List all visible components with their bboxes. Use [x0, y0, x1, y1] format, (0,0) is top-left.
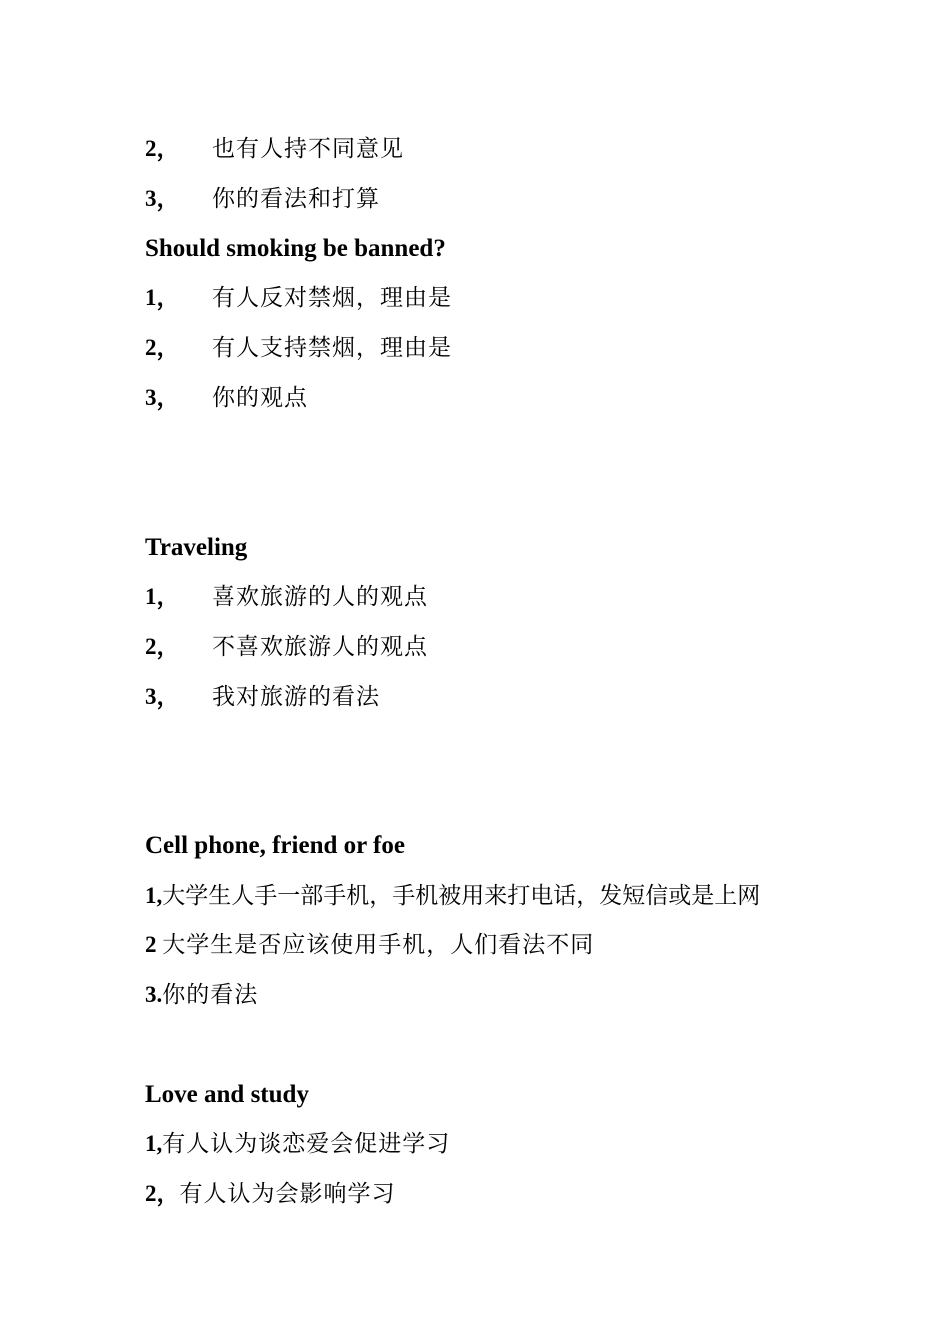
item-number: 2，: [145, 1181, 180, 1206]
list-item: [145, 333, 452, 363]
item-text: 你的看法: [162, 982, 259, 1008]
item-text: 有人反对禁烟，理由是: [212, 285, 452, 311]
item-number: 2，: [145, 634, 180, 659]
item-number: 3.: [145, 982, 163, 1007]
item-text: 也有人持不同意见: [212, 136, 404, 162]
section-title: Love and study: [145, 1081, 309, 1108]
list-item: [145, 134, 404, 164]
list-item: [145, 283, 452, 313]
item-number: 1，: [145, 584, 180, 609]
item-text: 大学生是否应该使用手机，人们看法不同: [162, 932, 595, 958]
item-number: 2，: [145, 335, 180, 360]
item-number: 1,: [145, 1131, 163, 1156]
item-text: 有人支持禁烟，理由是: [212, 335, 452, 361]
item-text: 你的观点: [212, 385, 308, 411]
list-item: [145, 980, 258, 1010]
list-item: [145, 1129, 450, 1159]
item-number: 2，: [145, 136, 180, 161]
item-text: 有人认为谈恋爱会促进学习: [162, 1131, 451, 1157]
item-number: 3，: [145, 186, 180, 211]
item-text: 有人认为会影响学习: [179, 1181, 396, 1207]
item-number: 1,: [145, 883, 163, 908]
list-item: [145, 383, 308, 413]
list-item: [145, 682, 380, 712]
item-text: 大学生人手一部手机，手机被用来打电话，发短信或是上网: [162, 883, 761, 909]
item-number: 1，: [145, 285, 180, 310]
section-title: Cell phone, friend or foe: [145, 832, 405, 859]
list-item: [145, 582, 428, 612]
item-text: 我对旅游的看法: [212, 684, 380, 710]
section-title: Traveling: [145, 534, 248, 561]
list-item: [145, 632, 428, 662]
list-item: [145, 184, 380, 214]
item-number: 2: [145, 932, 163, 957]
list-item: [145, 881, 760, 911]
list-item: [145, 930, 594, 960]
item-text: 不喜欢旅游人的观点: [212, 634, 428, 660]
list-item: [145, 1179, 396, 1209]
item-number: 3，: [145, 684, 180, 709]
item-number: 3，: [145, 385, 180, 410]
section-title: Should smoking be banned?: [145, 235, 446, 262]
item-text: 喜欢旅游的人的观点: [212, 584, 428, 610]
item-text: 你的看法和打算: [212, 186, 380, 212]
